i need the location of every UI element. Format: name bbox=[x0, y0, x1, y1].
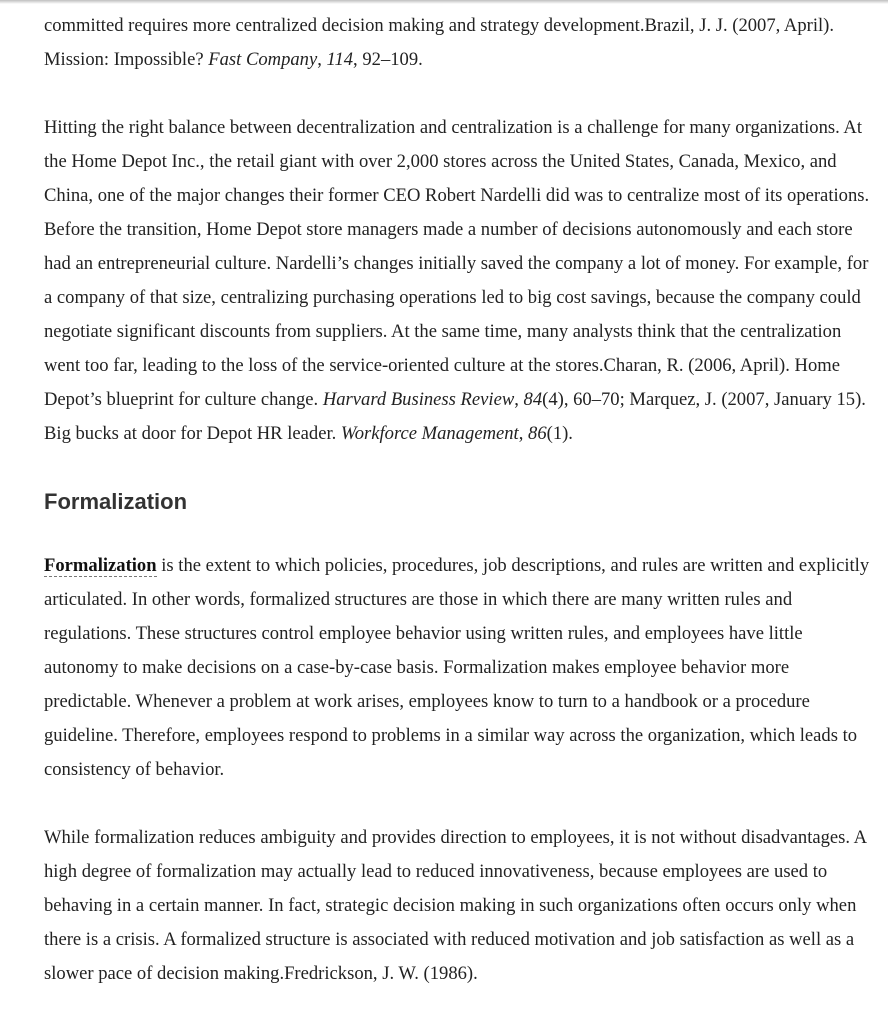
paragraph-centralization-citation bbox=[44, 9, 880, 77]
journal-volume: 84 bbox=[523, 389, 543, 410]
citation-separator: , bbox=[514, 389, 524, 410]
paragraph-text: Hitting the right balance between decentralization and centralization is a challenge for many organizations. At the Home Depot Inc., the retail giant with over 2,000 stores across the United States, Canada, Mexico, and China, one of the major changes their former CEO Robert Nardelli did was to centralize most of its operations. Before the transition, Home Depot store managers made a number of decisions autonomously and each store had an entrepreneurial culture. Nardelli’s changes initially saved the company a lot of money. For example, for a company of that size, centralizing purchasing operations led to big cost savings, because the company could negotiate significant discounts from suppliers. At the same time, many analysts think that the centralization went too far, leading to the loss of the service-oriented culture at the stores.Charan, R. (2006, April). Home Depot’s blueprint for culture change. bbox=[44, 117, 870, 410]
glossary-term-formalization[interactable]: Formalization bbox=[44, 555, 157, 576]
citation-separator: , bbox=[317, 49, 327, 70]
top-scroll-shadow bbox=[0, 0, 888, 4]
journal-volume: 86 bbox=[528, 423, 547, 444]
paragraph-formalization-definition bbox=[44, 549, 880, 787]
paragraph-text: committed requires more centralized decision making and strategy development.Brazil, J. J. (2007, April). Mission: Impossible? bbox=[44, 15, 835, 70]
paragraph-formalization-disadvantages bbox=[44, 821, 880, 991]
paragraph-text: is the extent to which policies, procedures, job descriptions, and rules are written and explicitly articulated. In other words, formalized structures are those in which there are many written rules and regulations. These structures control employee behavior using written rules, and employees have little autonomy to make decisions on a case-by-case basis. Formalization makes employee behavior more predictable. Whenever a problem at work arises, employees know to turn to a handbook or a procedure guideline. Therefore, employees respond to problems in a similar way across the organization, which leads to consistency of behavior. bbox=[44, 555, 870, 780]
paragraph-home-depot bbox=[44, 111, 880, 451]
citation-pages: , 92–109. bbox=[353, 49, 423, 70]
journal-volume: 114 bbox=[326, 49, 354, 70]
section-heading-formalization: Formalization bbox=[44, 489, 188, 514]
article-body bbox=[44, 9, 880, 1024]
citation-end: (1). bbox=[546, 423, 573, 444]
journal-title: Workforce Management bbox=[340, 423, 519, 444]
paragraph-text: While formalization reduces ambiguity and provides direction to employees, it is not without disadvantages. A high degree of formalization may actually lead to reduced innovativeness, because employees are used to behaving in a certain manner. In fact, strategic decision making in such organizations often occurs only when there is a crisis. A formalized structure is associated with reduced motivation and job satisfaction as well as a slower pace of decision making.Fredrickson, J. W. (1986). bbox=[44, 827, 867, 984]
journal-title: Fast Company bbox=[208, 49, 318, 70]
citation-text: (4), 60–70; Marquez, J. (2007, January 15). Big bucks at door for Depot HR leader. bbox=[44, 389, 866, 444]
citation-separator: , bbox=[518, 423, 529, 444]
journal-title: Harvard Business Review bbox=[322, 389, 515, 410]
